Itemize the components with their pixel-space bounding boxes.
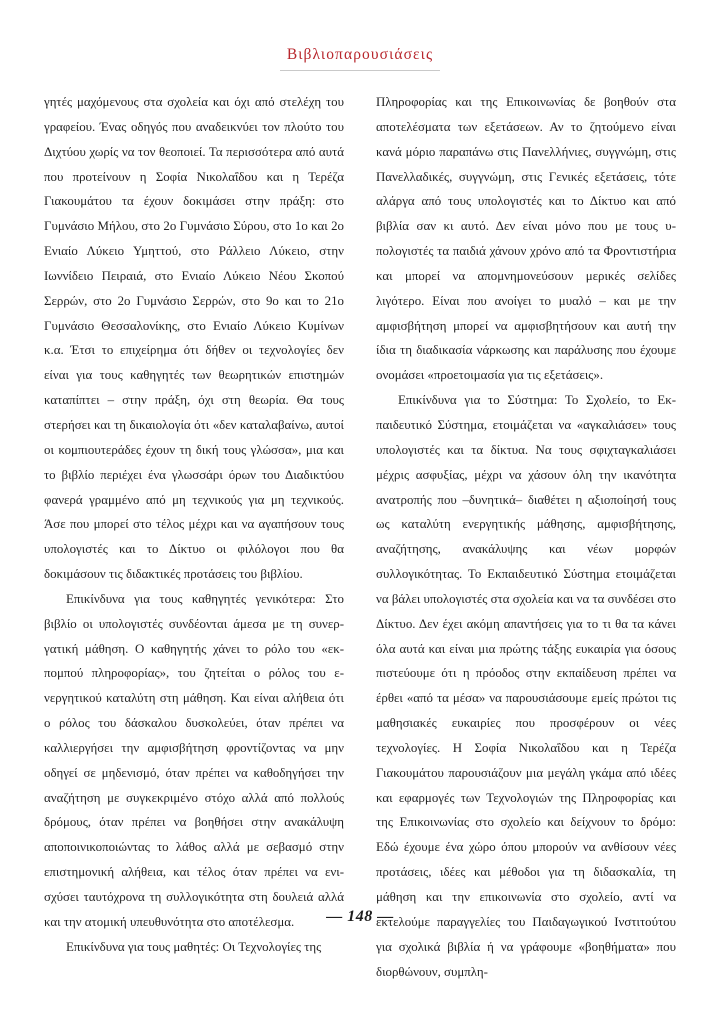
paragraph-students-start: Επικίνδυνα για τους μαθητές: Οι Τεχνολογίες της	[66, 939, 322, 954]
running-header	[0, 46, 720, 64]
paragraph-students-continued: Πληροφορίας και της Επικοινωνίας δε βοηθούν στα αποτελέσματα των εξετάσεων. Αν το ζητούμενο είναι κανά μόριο παραπάνω στις Πανελλήνιες, συγγνώμη, στις Πανελλαδικές, συγγνώμη, στις Γενικές εξετάσεις, τότε αλάργα από τους υπολογιστές και το Δίκτυο και από βιβλία σαν κι αυτό. Δεν είναι μόνο που με τους υπολογιστές τα παιδιά χάνουν χρόνο από τα Φροντιστήρια και μπορεί να απομνημονεύσουν μερικές σελίδες λιγότερο. Είναι που ανοίγει το μυαλό – και με την αμφισβήτηση μπορεί να αμφισβητήσουν και αυτή την ίδια τη διαδικασία νάρκωσης και παράλυσης που έχουμε ονομάσει «προετοιμασία για τις εξετάσεις».	[376, 95, 676, 383]
left-column	[44, 90, 344, 954]
right-column	[376, 90, 676, 979]
section-title: Βιβλιοπαρουσιάσεις	[286, 46, 434, 63]
header-divider	[280, 70, 440, 71]
page-number: — 148 —	[326, 908, 394, 925]
paragraph-continuation: γητές μαχόμενους στα σχολεία και όχι από στελέχη του γραφείου. Ένας οδηγός που αναδεικνύει τον πλούτο του Διχτύου χωρίς να τον θεοποιεί. Τα περισσότερα από αυτά που προτείνουν η Σοφία Νικολαΐδου και η Τερέζα Γιακουμάτου τα έχουν δοκιμάσει στην πράξη: στο Γυμνάσιο Μήλου, στο 2ο Γυμνάσιο Σύρου, στο 1ο και 2ο Ενιαίο Λύκειο Υμηττού, στο Ράλλειο Λύκειο, στην Ιωννίδειο Πειραιά, στο Ενιαίο Λύκειο Νέου Σκοπού Σερρών, στο 2ο Γυμνάσιο Σερρών, στο 9ο και το 21ο Γυμνάσιο Θεσσαλονίκης, στο Ενιαίο Λύκειο Κυμίνων κ.α. Έτσι το επιχείρημα ότι δήθεν οι τεχνολογίες δεν είναι για τους καθηγητές των θεωρητικών επιστημών καταπίπτει – στην πράξη, όχι στη θεωρία. Θα τους στερήσει και τη δικαιολογία ότι «δεν καταλαβαίνω, αυτοί οι κομπιουτεράδες έχουν τη δική τους γλώσσα», μια και το βιβλίο περιέχει ένα γλωσσάρι όρων του Διαδικτύου φανερά γραμμένο από μη τεχνικούς για μη τεχνικούς. Άσε που μπορεί στο τέλος μέχρι και να αγαπήσουν τους υπολογιστές και το Δίκτυο οι φιλόλογοι που θα δοκιμάσουν τις διδακτικές προτάσεις του βιβλίου.	[44, 95, 344, 582]
paragraph-teachers: Επικίνδυνα για τους καθηγητές γενικότερα: Στο βιβλίο οι υπολογιστές συνδέονται άμεσα με τη συνεργατική μάθηση. Ο καθηγητής χάνει το ρόλο του «εκπομπού πληροφορίας», του ζητείται ο ρόλος του ενεργητικού καταλύτη στη μάθηση. Και είναι αλήθεια ότι ο ρόλος του δάσκαλου δυσκολεύει, όταν πρέπει να καλλιεργήσει την αμφισβήτηση φροντίζοντας να μην οδηγεί σε μηδενισμό, όταν πρέπει να καθοδηγήσει την αναζήτηση με συγκεκριμένο στόχο αλλά από πολλούς δρόμους, όταν πρέπει να βοηθήσει στην ανακάλυψη αποποινικοποιώντας το λάθος αλλά με σεβασμό στην επιστημονική αλήθεια, και τέλος όταν πρέπει να ενισχύσει ταυτόχρονα τη συλλογικότητα στη δουλειά αλλά και την ατομική υπευθυνότητα στο αποτέλεσμα.	[44, 591, 344, 929]
paragraph-system: Επικίνδυνα για το Σύστημα: Το Σχολείο, το Εκπαιδευτικό Σύστημα, ετοιμάζεται να «αγκαλιάσει» τους υπολογιστές και τα δίκτυα. Να τους σφιχταγκαλιάσει μέχρις ασφυξίας, μέχρι να χάσουν όλη την ικανότητα ανατροπής που –δυνητικά– διαθέτει η αξιοποίησή τους ως καταλύτη ενεργητικής μάθησης, αμφισβήτησης, αναζήτησης, ανακάλυψης και νέων μορφών συλλογικότητας. Το Εκπαιδευτικό Σύστημα ετοιμάζεται να βάλει υπολογιστές στα σχολεία και να τα συνδέσει στο Δίκτυο. Δεν έχει ακόμη απαντήσεις για το τι θα τα κάνει όλα αυτά και είναι μια πρώτης τάξης ευκαιρία για όσους πιστεύουμε ότι η πρόοδος στην εκπαίδευση πρέπει να έρθει «από τα μέσα» να παρουσιάσουμε εμείς πρώτοι τις μαθησιακές ευκαιρίες που προσφέρουν οι νέες τεχνολογίες. Η Σοφία Νικολαΐδου και η Τερέζα Γιακουμάτου παρουσιάζουν μια μεγάλη γκάμα από ιδέες και εφαρμογές των Τεχνολογιών της Πληροφορίας και της Επικοινωνίας στο σχολείο και δείχνουν το δρόμο: Εδώ έχουμε ένα χώρο όπου μπορούν να ανθίσουν νέες προτάσεις, ιδέες και μέθοδοι για τη διδασκαλία, τη μάθηση και την επικοινωνία στο σχολείο, αντί να εκτελούμε παραγγελίες του Παιδαγωγικού Ινστιτούτου για σχολικά βιβλία ή να γράφουμε «βοηθήματα» που διορθώνουν, συμπλη-	[376, 393, 676, 979]
